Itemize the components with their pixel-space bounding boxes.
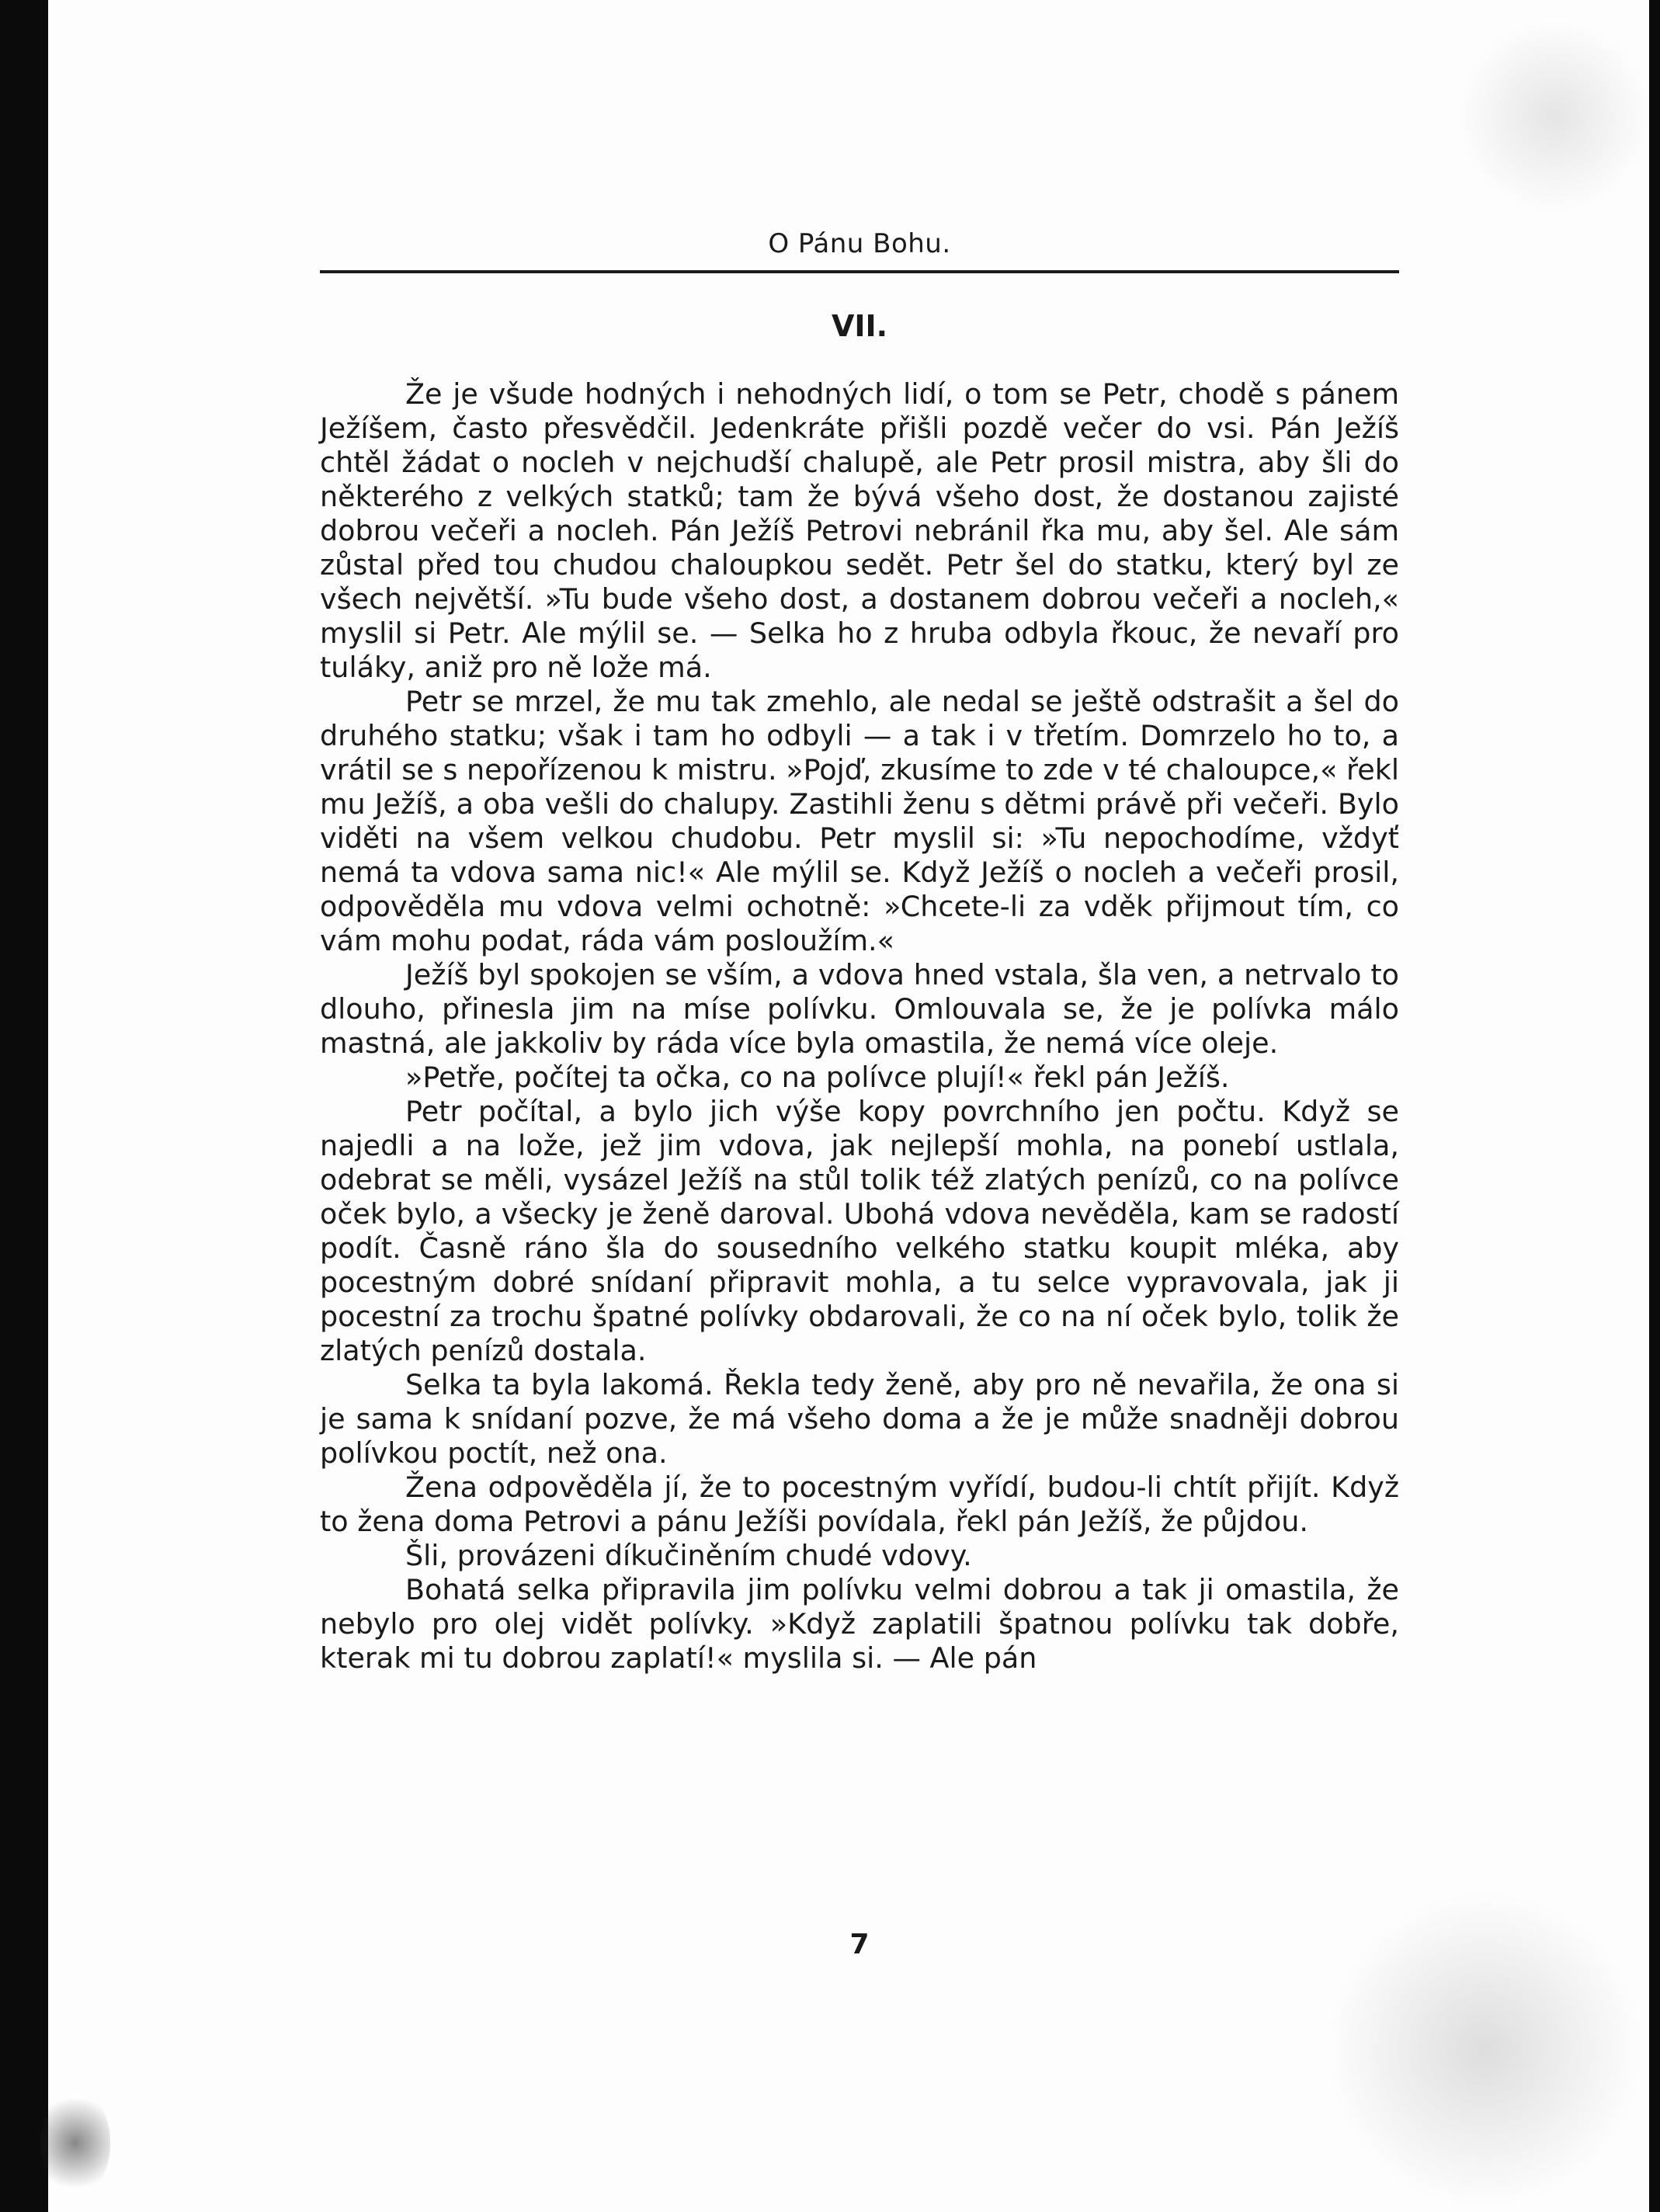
paragraph: Selka ta byla lakomá. Řekla tedy ženě, aby pro ně nevařila, že ona si je sama k snídaní pozve, že má všeho doma a že je může snadněji dobrou polívkou poctít, než ona. — [320, 1368, 1399, 1470]
page-stain-top-right — [1461, 16, 1648, 217]
paragraph: Šli, provázeni díkučiněním chudé vdovy. — [405, 1539, 972, 1572]
paragraph: Petr počítal, a bylo jich výše kopy povrchního jen počtu. Když se najedli a na lože, jež jim vdova, jak nejlepší mohla, na ponebí ustlala, odebrat se měli, vysázel Ježíš na stůl tolik též zlatých penízů, co na polívce oček bylo, a všecky je ženě daroval. Ubohá vdova nevěděla, kam se radostí podít. Časně ráno šla do sousedního velkého statku koupit mléka, aby pocestným dobré snídaní připravit mohla, a tu selce vypravovala, jak ji pocestní za trochu špatné polívky obdarovali, že co na ní oček bylo, tolik že zlatých penízů dostala. — [320, 1095, 1399, 1367]
body-text — [320, 377, 1399, 1675]
chapter-heading: VII. — [831, 309, 888, 343]
header-rule — [320, 270, 1399, 273]
book-page — [48, 0, 1649, 2212]
paragraph: »Petře, počítej ta očka, co na polívce plují!« řekl pán Ježíš. — [405, 1061, 1230, 1094]
scan-border-right — [1649, 0, 1660, 2212]
page-number: 7 — [849, 1929, 870, 1960]
paragraph: Žena odpověděla jí, že to pocestným vyřídí, budou-li chtít přijít. Když to žena doma Petrovi a pánu Ježíši povídala, řekl pán Ježíš, že půjdou. — [320, 1471, 1399, 1538]
running-header: O Pánu Bohu. — [768, 228, 951, 259]
paragraph: Bohatá selka připravila jim polívku velmi dobrou a tak ji omastila, že nebylo pro olej vidět polívky. »Když zaplatili špatnou polívku tak dobře, kterak mi tu dobrou zaplatí!« myslila si. — Ale pán — [320, 1573, 1399, 1675]
scan-border-left — [0, 0, 48, 2212]
paragraph: Ježíš byl spokojen se vším, a vdova hned vstala, šla ven, a netrvalo to dlouho, přinesla jim na míse polívku. Omlouvala se, že je polívka málo mastná, ale jakkoliv by ráda více byla omastila, že nemá více oleje. — [320, 958, 1399, 1060]
page-stain-bottom-left — [40, 2089, 110, 2197]
paragraph: Petr se mrzel, že mu tak zmehlo, ale nedal se ještě odstrašit a šel do druhého statku; však i tam ho odbyli — a tak i v třetím. Domrzelo ho to, a vrátil se s nepořízenou k mistru. »Pojď, zkusíme to zde v té chaloupce,« řekl mu Ježíš, a oba vešli do chalupy. Zastihli ženu s dětmi právě při večeři. Bylo viděti na všem velkou chudobu. Petr myslil si: »Tu nepochodíme, vždyť nemá ta vdova sama nic!« Ale mýlil se. Když Ježíš o nocleh a večeři prosil, odpověděla mu vdova velmi ochotně: »Chcete-li za vděk přijmout tím, co vám mohu podat, ráda vám posloužím.« — [320, 685, 1399, 957]
paragraph: Že je všude hodných i nehodných lidí, o tom se Petr, chodě s pánem Ježíšem, často přesvědčil. Jedenkráte přišli pozdě večer do vsi. Pán Ježíš chtěl žádat o nocleh v nejchudší chalupě, ale Petr prosil mistra, aby šli do některého z velkých statků; tam že bývá všeho dost, že dostanou zajisté dobrou večeři a nocleh. Pán Ježíš Petrovi nebránil řka mu, aby šel. Ale sám zůstal před tou chudou chaloupkou sedět. Petr šel do statku, který byl ze všech největší. »Tu bude všeho dost, a dostanem dobrou večeři a nocleh,« myslil si Petr. Ale mýlil se. — Selka ho z hruba odbyla řkouc, že nevaří pro tuláky, aniž pro ně lože má. — [320, 377, 1399, 684]
